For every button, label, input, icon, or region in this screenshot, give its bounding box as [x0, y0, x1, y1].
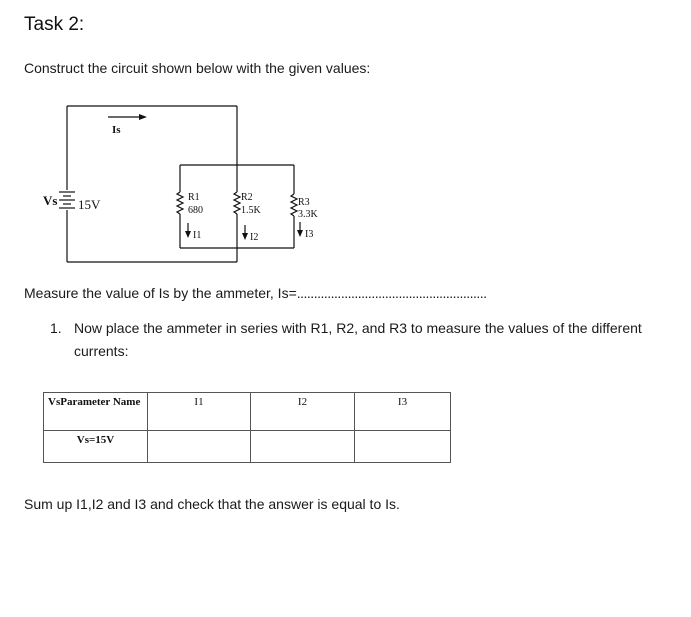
resistor-r2-symbol	[234, 192, 240, 214]
cell-i3-value[interactable]	[355, 431, 451, 463]
task-title: Task 2:	[24, 14, 85, 35]
measure-blank[interactable]: ........................................................	[296, 285, 487, 301]
i3-label: I3	[305, 229, 314, 240]
instruction-text: Construct the circuit shown below with the given values:	[24, 60, 371, 76]
is-direction-arrow	[108, 114, 147, 120]
source-value: 15V	[78, 197, 101, 212]
summary-text: Sum up I1,I2 and I3 and check that the answer is equal to Is.	[24, 496, 400, 512]
i3-arrow	[297, 222, 303, 237]
r3-value: 3.3K	[298, 209, 318, 220]
i2-arrow	[242, 225, 248, 240]
r2-name: R2	[241, 192, 253, 203]
cell-i2-value[interactable]	[251, 431, 355, 463]
resistor-r3-symbol	[291, 194, 297, 216]
list-item-line2: currents:	[74, 343, 129, 359]
header-parameter-name: VsParameter Name	[44, 393, 148, 431]
measure-line	[24, 285, 487, 301]
r1-name: R1	[188, 192, 200, 203]
header-i1: I1	[148, 393, 251, 431]
list-number: 1.	[50, 320, 62, 336]
i1-label: I1	[193, 230, 202, 241]
measurement-table	[43, 392, 451, 463]
header-i3: I3	[355, 393, 451, 431]
list-item-line1: Now place the ammeter in series with R1, R2, and R3 to measure the values of the different	[74, 320, 642, 336]
source-label: Vs	[43, 193, 58, 208]
i1-arrow	[185, 223, 191, 238]
cell-vs: Vs=15V	[44, 431, 148, 463]
i2-label: I2	[250, 232, 259, 243]
cell-i1-value[interactable]	[148, 431, 251, 463]
r1-value: 680	[188, 205, 203, 216]
table-header-row	[44, 393, 451, 431]
table-row	[44, 431, 451, 463]
header-i2: I2	[251, 393, 355, 431]
battery-symbol	[59, 192, 75, 208]
measure-prompt: Measure the value of Is by the ammeter, Is=	[24, 285, 297, 301]
r3-name: R3	[298, 197, 310, 208]
is-label: Is	[112, 124, 121, 136]
resistor-r1-symbol	[177, 192, 183, 214]
r2-value: 1.5K	[241, 205, 261, 216]
